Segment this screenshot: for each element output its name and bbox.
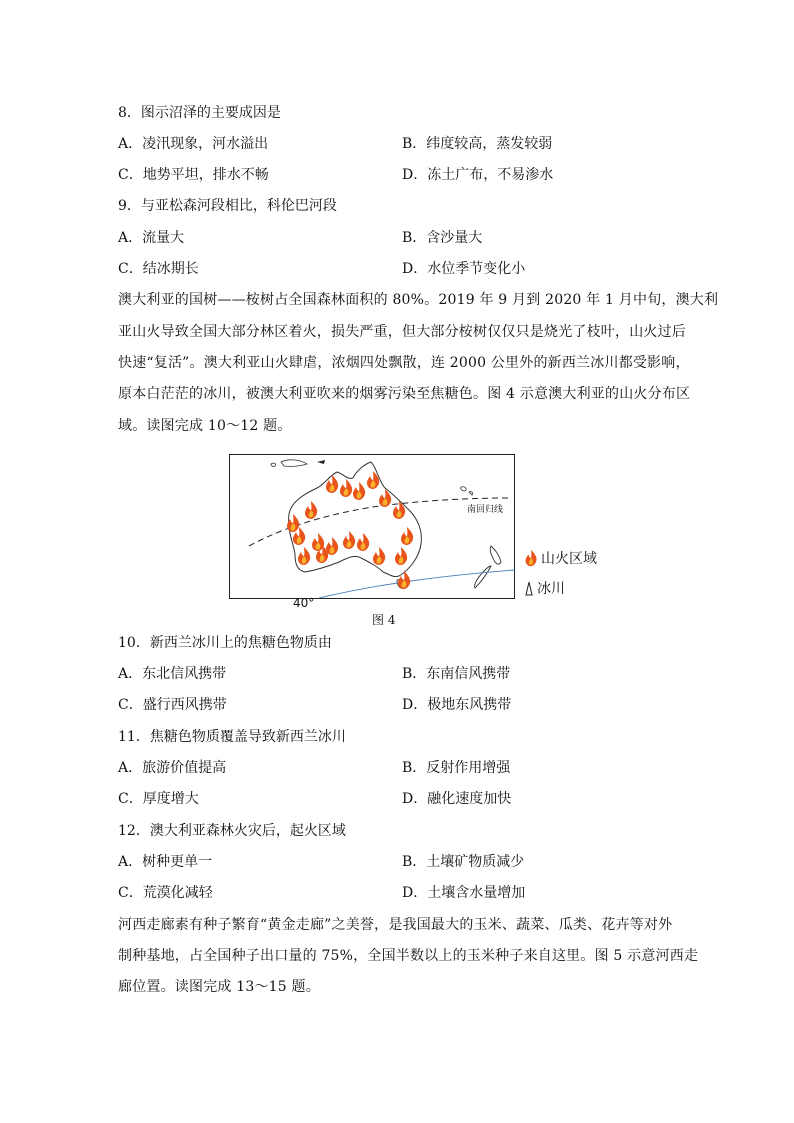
fire-icon: [298, 547, 310, 565]
question-12-option-b: B．土壤矿物质减少: [402, 854, 525, 870]
fire-icon: [395, 547, 407, 565]
island: [317, 460, 325, 464]
question-10-stem: 10．新西兰冰川上的焦糖色物质由: [118, 635, 332, 651]
question-9-option-a: A．流量大: [118, 230, 185, 246]
fire-icon: [326, 475, 338, 493]
question-10-option-c: C．盛行西风携带: [118, 697, 227, 713]
fire-icon: [353, 482, 365, 500]
fire-icon: [305, 501, 317, 519]
new-guinea-island: [281, 460, 307, 467]
question-12-option-d: D．土壤含水量增加: [402, 885, 526, 901]
question-8-stem: 8．图示沼泽的主要成因是: [118, 105, 281, 121]
question-10-option-b: B．东南信风携带: [402, 666, 511, 682]
question-9-stem: 9．与亚松森河段相比，科伦巴河段: [118, 198, 337, 214]
question-8-option-d: D．冻土广布，不易渗水: [402, 167, 554, 183]
tropic-label: 南回归线: [467, 505, 504, 515]
fire-icon: [401, 527, 413, 545]
passage-1-line: 快速“复活”。澳大利亚山火肆虐，浓烟四处飘散，连 2000 公里外的新西兰冰川都受影响，: [118, 355, 690, 371]
question-8-option-c: C．地势平坦，排水不畅: [118, 167, 269, 183]
island: [461, 487, 466, 491]
passage-2-line: 制种基地，占全国种子出口量的 75%，全国半数以上的玉米种子来自这里。图 5 示意河西走: [118, 948, 699, 964]
passage-1-line: 亚山火导致全国大部分林区着火，损失严重，但大部分桉树仅仅只是烧光了枝叶，山火过后: [118, 324, 686, 340]
figure-4-caption: 图 4: [372, 613, 396, 627]
latitude-40-line: [319, 570, 515, 598]
question-9-option-b: B．含沙量大: [402, 230, 483, 246]
fire-icon: [398, 571, 410, 589]
question-11-option-b: B．反射作用增强: [402, 760, 511, 776]
passage-2-line: 廊位置。读图完成 13～15 题。: [118, 979, 320, 995]
passage-1-line: 原本白茫茫的冰川，被澳大利亚吹来的烟雾污染至焦糖色。图 4 示意澳大利亚的山火分布区: [118, 386, 691, 402]
question-10-option-a: A．东北信风携带: [118, 666, 227, 682]
legend-fire-label: 山火区域: [541, 551, 597, 567]
fire-icon: [357, 533, 369, 551]
passage-2-line: 河西走廊素有种子繁育“黄金走廊”之美誉，是我国最大的玉米、蔬菜、瓜类、花卉等对外: [118, 917, 673, 933]
passage-1-line: 域。读图完成 10～12 题。: [118, 418, 292, 434]
new-zealand-north: [490, 546, 501, 564]
legend-glacier-label: 冰川: [537, 581, 565, 597]
map-frame: [230, 455, 515, 599]
question-9-option-c: C．结冰期长: [118, 261, 199, 277]
island: [469, 492, 473, 495]
fire-icon-group: [287, 471, 413, 589]
question-11-option-c: C．厚度增大: [118, 791, 199, 807]
question-11-option-d: D．融化速度加快: [402, 791, 512, 807]
fire-icon: [326, 537, 338, 555]
passage-1-line: 澳大利亚的国树——桉树占全国森林面积的 80%。2019 年 9 月到 2020 年 1 月中旬，澳大利: [118, 292, 719, 308]
question-8-option-a: A．凌汛现象，河水溢出: [118, 136, 269, 152]
legend-glacier: [524, 578, 565, 598]
glacier-triangle-icon: [524, 580, 534, 596]
fire-icon: [524, 549, 538, 567]
question-12-option-a: A．树种更单一: [118, 854, 213, 870]
fire-icon: [373, 547, 385, 565]
question-11-option-a: A．旅游价值提高: [118, 760, 227, 776]
australia-fire-map: [229, 454, 515, 599]
question-10-option-d: D．极地东风携带: [402, 697, 512, 713]
island: [271, 463, 276, 466]
question-12-option-c: C．荒漠化减轻: [118, 885, 213, 901]
legend-fire-region: [524, 548, 597, 568]
question-12-stem: 12．澳大利亚森林火灾后，起火区域: [118, 823, 346, 839]
fire-icon: [340, 479, 352, 497]
question-8-option-b: B．纬度较高，蒸发较弱: [402, 136, 553, 152]
latitude-40-label: 40°: [293, 596, 315, 610]
question-9-option-d: D．水位季节变化小: [402, 261, 526, 277]
fire-icon: [343, 531, 355, 549]
new-zealand-south: [475, 566, 491, 588]
question-11-stem: 11．焦糖色物质覆盖导致新西兰冰川: [118, 729, 346, 745]
